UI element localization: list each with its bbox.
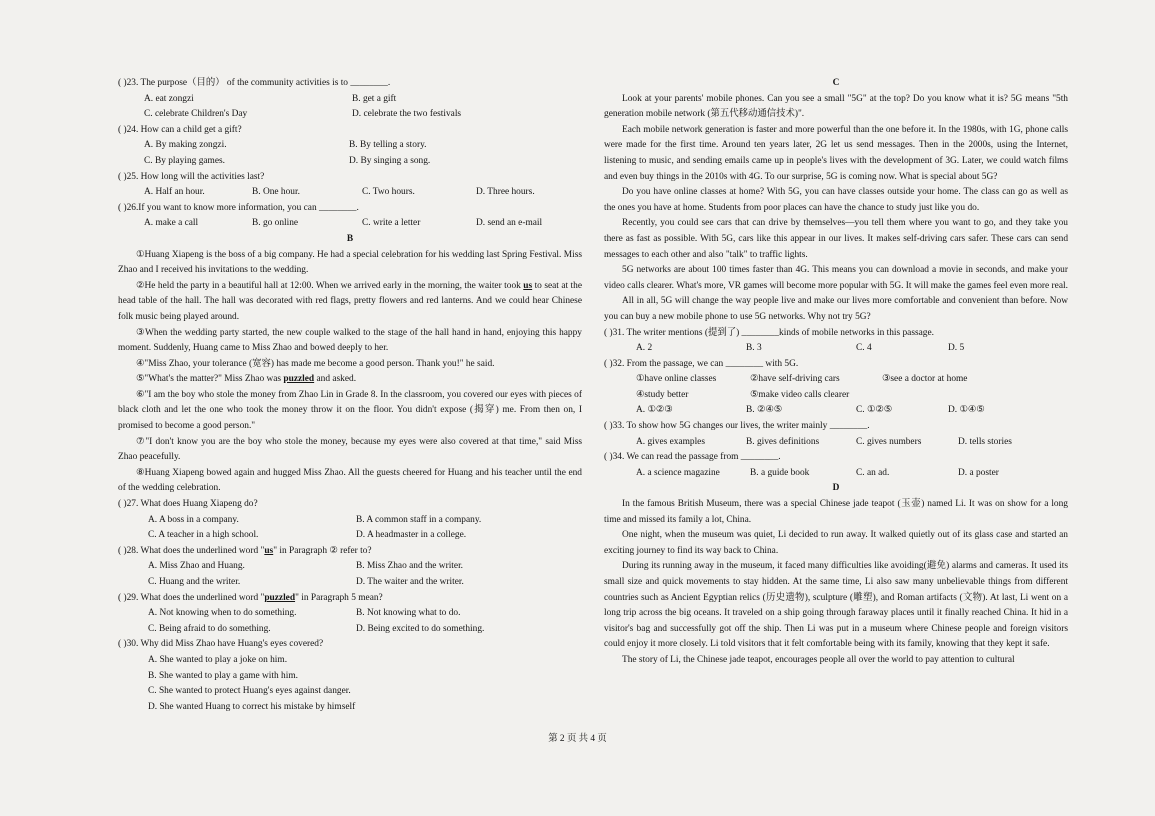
item-3: ③see a doctor at home <box>882 374 968 385</box>
passage-c-paragraph-3: Do you have online classes at home? With 5G, you can have classes outside your home. The class can go as well as the ones you have at home. Students from poor places can have the chance to study just like you do. <box>604 187 1068 213</box>
option-c: C. A teacher in a high school. <box>148 530 259 541</box>
underlined-word-puzzled: puzzled <box>283 374 315 385</box>
stem-text: ( )29. What does the underlined word " <box>118 592 265 603</box>
section-b-title: B <box>346 233 354 244</box>
question-24-stem: ( )24. How can a child get a gift? <box>118 124 242 135</box>
option-c: C. an ad. <box>856 467 890 478</box>
passage-d-paragraph-2: One night, when the museum was quiet, Li decided to run away. It walked quietly out of its glass case and started an exciting journey to find its way back to China. <box>604 530 1068 556</box>
question-27-options-row2 <box>118 528 582 544</box>
underlined-word-puzzled: puzzled <box>264 592 296 603</box>
option-a: A. eat zongzi <box>144 93 194 104</box>
option-b: B. a guide book <box>750 467 810 478</box>
question-31-stem: ( )31. The writer mentions (提到了) ________kinds of mobile networks in this passage. <box>604 327 934 338</box>
question-25-options <box>118 185 582 201</box>
option-d: D. a poster <box>958 467 999 478</box>
option-c: C. Two hours. <box>362 187 415 198</box>
question-23-options-row2 <box>118 107 582 123</box>
item-2: ②have self-driving cars <box>750 374 840 385</box>
option-b: B. Miss Zhao and the writer. <box>356 561 464 572</box>
stem-text: ( )28. What does the underlined word " <box>118 545 265 556</box>
item-1: ①have online classes <box>636 374 717 385</box>
passage-c-paragraph-6: All in all, 5G will change the way people live and make our lives more comfortable and convenient than before. Now you can buy a new mobile phone to use 5G networks. Why not try 5G? <box>604 296 1068 322</box>
question-29-options-row1 <box>118 606 582 622</box>
option-b: B. By telling a story. <box>349 140 427 151</box>
question-34-stem: ( )34. We can read the passage from ________. <box>604 452 781 463</box>
stem-text: " in Paragraph ② refer to? <box>273 545 372 556</box>
passage-d-paragraph-1: In the famous British Museum, there was a special Chinese jade teapot (玉壶) named Li. It was on show for a long time and missed its family a lot, China. <box>604 499 1068 525</box>
option-d: D. celebrate the two festivals <box>352 109 462 120</box>
passage-b-paragraph-7: ⑦"I don't know you are the boy who stole the money, because my eyes were also covered at that time," said Miss Zhao peacefully. <box>118 436 582 463</box>
option-a: A. Miss Zhao and Huang. <box>148 561 245 572</box>
item-4: ④study better <box>636 389 689 400</box>
underlined-word-us: us <box>523 280 533 291</box>
question-33-stem: ( )33. To show how 5G changes our lives, the writer mainly ________. <box>604 421 870 432</box>
underlined-word-us: us <box>264 545 274 556</box>
question-24-options-row1 <box>118 138 582 154</box>
passage-b-paragraph-6: ⑥"I am the boy who stole the money from Zhao Lin in Grade 8. In the classroom, you covered our eyes with pieces of black cloth and let the one who took the money throw it on the floor. You didn't expose (揭穿) me. From then on, I promised to become a good person." <box>118 389 582 432</box>
paragraph-text: to seat at the head table of the hall. The hall was decorated with red flags, pretty flowers and red lanterns. And we could hear Chinese folk music being played around. <box>118 280 582 322</box>
option-b: B. 3 <box>746 343 762 354</box>
option-b: B. go online <box>252 218 299 229</box>
question-32-stem: ( )32. From the passage, we can ________ with 5G. <box>604 358 799 369</box>
option-a: A. A boss in a company. <box>148 514 239 525</box>
option-d: D. A headmaster in a college. <box>356 530 467 541</box>
paragraph-text: ②He held the party in a beautiful hall at 12:00. When we arrived early in the morning, the waiter took <box>136 280 524 291</box>
question-27-options-row1 <box>118 513 582 529</box>
passage-c-paragraph-4: Recently, you could see cars that can drive by themselves—you tell them where you want to go, and they take you there as fast as possible. With 5G, cars like this appear in our lives. It makes self-driving cars safer. These cars can send messages to each other and also "talk" to traffic lights. <box>604 218 1068 260</box>
paragraph-text: and asked. <box>314 374 357 385</box>
question-30-stem: ( )30. Why did Miss Zhao have Huang's eyes covered? <box>118 639 324 650</box>
passage-d-paragraph-4: The story of Li, the Chinese jade teapot, encourages people all over the world to pay attention to cultural <box>622 654 1015 665</box>
option-c: C. gives numbers <box>856 436 922 447</box>
question-26-stem: ( )26.If you want to know more information, you can ________. <box>118 202 359 213</box>
option-d: D. Three hours. <box>476 187 535 198</box>
question-23-stem: ( )23. The purpose（目的） of the community activities is to ________. <box>118 78 391 88</box>
passage-c-paragraph-1: Look at your parents' mobile phones. Can you see a small "5G" at the top? Do you know what it is? 5G means "5th generation mobile network (第五代移动通信技术)". <box>604 93 1068 120</box>
question-29-options-row2 <box>118 622 582 638</box>
option-d: D. By singing a song. <box>349 155 431 166</box>
option-a: A. gives examples <box>636 436 705 447</box>
question-33-options <box>604 435 1068 451</box>
option-d: D. Being excited to do something. <box>356 623 485 634</box>
option-b: B. get a gift <box>352 93 397 104</box>
option-a: A. 2 <box>636 343 653 354</box>
option-d: D. ①④⑤ <box>948 405 985 416</box>
item-5: ⑤make video calls clearer <box>750 389 850 400</box>
option-d: D. The waiter and the writer. <box>356 577 464 587</box>
passage-b-paragraph-8: ⑧Huang Xiapeng bowed again and hugged Miss Zhao. All the guests cheered for Huang and his teacher until the end of the wedding celebration. <box>118 467 582 494</box>
question-27-stem: ( )27. What does Huang Xiapeng do? <box>118 499 258 510</box>
option-b: B. One hour. <box>252 187 300 198</box>
option-c: C. write a letter <box>362 218 421 229</box>
question-23-options-row1 <box>118 92 582 108</box>
left-column <box>118 76 582 715</box>
option-a: A. ①②③ <box>636 405 673 416</box>
question-28-options-row1 <box>118 559 582 575</box>
question-34-options <box>604 466 1068 482</box>
passage-b-paragraph-1: ①Huang Xiapeng is the boss of a big company. He had a special celebration for his wedding last Spring Festival. Miss Zhao and I received his invitations to the wedding. <box>118 249 582 276</box>
option-b: B. gives definitions <box>746 436 820 447</box>
option-b: B. ②④⑤ <box>746 405 783 416</box>
option-a: A. By making zongzi. <box>144 140 227 151</box>
option-d: D. 5 <box>948 343 965 354</box>
section-c-title: C <box>832 78 840 88</box>
passage-c-paragraph-2: Each mobile network generation is faster and more powerful than the one before it. In the 1980s, with 1G, phone calls were made for the first time. Around ten years later, 2G let us send messages. Then in the 2000s, using the Internet, listening to music, and sending emails came up in people's lives with the development of 3G. Later, we could watch films and even buy things in the 2010s with 4G. To our surprise, 5G is coming now. What is special about 5G? <box>604 124 1068 182</box>
option-d: D. send an e-mail <box>476 218 543 229</box>
question-28-stem <box>118 544 582 560</box>
passage-b-paragraph-5 <box>118 372 582 388</box>
passage-b-paragraph-4: ④"Miss Zhao, your tolerance (宽容) has made me become a good person. Thank you!" he said. <box>136 358 495 369</box>
passage-b-paragraph-3: ③When the wedding party started, the new couple walked to the stage of the hall hand in hand, enjoying this happy moment. Suddenly, Huang came to Miss Zhao and bowed deeply to her. <box>118 327 582 354</box>
question-28-options-row2 <box>118 575 582 591</box>
option-a: A. make a call <box>144 218 199 229</box>
option-a: A. a science magazine <box>636 467 720 478</box>
option-a: A. Not knowing when to do something. <box>148 608 297 619</box>
paragraph-text: ⑤"What's the matter?" Miss Zhao was <box>136 374 284 385</box>
question-31-options <box>604 341 1068 357</box>
option-a: A. Half an hour. <box>144 187 205 198</box>
option-c: C. She wanted to protect Huang's eyes against danger. <box>148 686 351 697</box>
question-24-options-row2 <box>118 154 582 170</box>
option-c: C. Huang and the writer. <box>148 577 241 587</box>
page-number: 第 2 页 共 4 页 <box>548 734 607 744</box>
option-c: C. By playing games. <box>144 155 225 166</box>
question-25-stem: ( )25. How long will the activities last? <box>118 171 265 182</box>
question-29-stem <box>118 591 582 607</box>
option-d: D. tells stories <box>958 436 1012 447</box>
option-c: C. 4 <box>856 343 872 354</box>
question-32-items-row1 <box>604 372 1068 388</box>
option-b: B. A common staff in a company. <box>356 514 482 525</box>
question-32-options <box>604 403 1068 419</box>
question-32-items-row2 <box>604 388 1068 404</box>
option-c: C. celebrate Children's Day <box>144 109 248 120</box>
option-c: C. Being afraid to do something. <box>148 623 271 634</box>
stem-text: " in Paragraph 5 mean? <box>295 592 383 603</box>
option-d: D. She wanted Huang to correct his mistake by himself <box>148 701 356 712</box>
option-b: B. She wanted to play a game with him. <box>148 670 298 681</box>
passage-d-paragraph-3: During its running away in the museum, it faced many difficulties like avoiding(避免) alarms and cameras. It used its small size and quick movements to stay hidden. At the same time, Li also saw many unbelievable things from different countries such as Ancient Egyptian relics (历史遗物), sculpture (雕塑), and Roman artifacts (文物). At last, Li went on a long trip across the big oceans. It traveled on a ship going through faraway places until it finally reached China. It hid in a visitor's bag and successfully got off the ship. Then Li was put in a museum where Chinese people and foreign visitors could enjoy it more closely. Li told visitors that it felt comfortable being with its family, knowing that they kept it safe. <box>604 561 1068 650</box>
passage-c-paragraph-5: 5G networks are about 100 times faster than 4G. This means you can download a movie in seconds, and make your video calls clearer. What's more, VR games will become more popular with 5G. It will make the games feel even more real. <box>604 265 1068 291</box>
right-column <box>604 76 1068 669</box>
option-c: C. ①②⑤ <box>856 405 893 416</box>
question-26-options <box>118 216 582 232</box>
section-d-title: D <box>832 483 840 494</box>
passage-b-paragraph-2 <box>118 279 582 326</box>
option-a: A. She wanted to play a joke on him. <box>148 654 288 665</box>
option-b: B. Not knowing what to do. <box>356 608 461 619</box>
